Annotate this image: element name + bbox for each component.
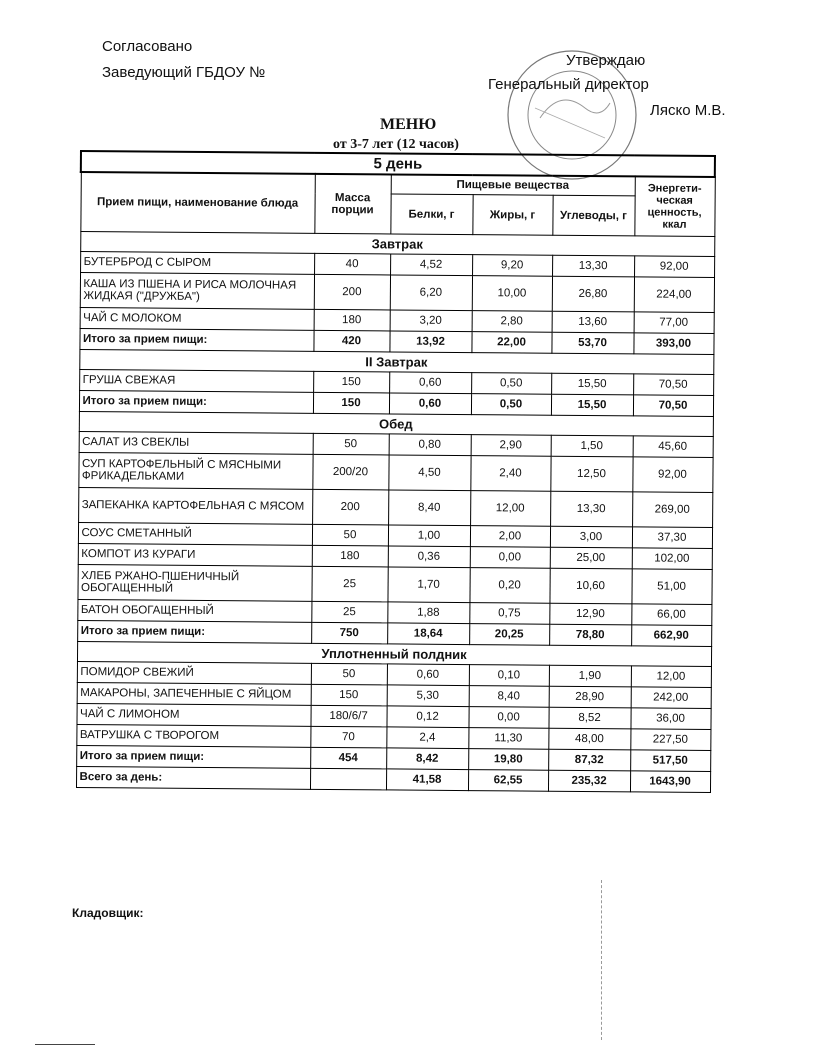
dish-mass: 25 (311, 601, 387, 623)
dish-energy: 227,50 (630, 729, 710, 751)
dish-energy: 92,00 (632, 457, 712, 493)
section-title: Уплотненный полдник (77, 641, 711, 666)
dish-name: СУП КАРТОФЕЛЬНЫЙ С МЯСНЫМИ ФРИКАДЕЛЬКАМИ (78, 452, 312, 489)
meal-total-protein: 13,92 (389, 331, 471, 353)
dish-protein: 0,36 (388, 546, 470, 568)
section-title: Завтрак (80, 232, 714, 257)
col-header-carbs: Углеводы, г (552, 195, 634, 236)
dish-energy: 36,00 (630, 708, 710, 730)
dish-mass: 25 (311, 566, 387, 602)
dish-carbs: 25,00 (550, 547, 632, 569)
dish-fat: 0,00 (468, 707, 548, 729)
meal-total-energy: 70,50 (633, 395, 713, 417)
dish-carbs: 12,90 (549, 603, 631, 625)
dish-name: ХЛЕБ РЖАНО-ПШЕНИЧНЫЙ ОБОГАЩЕННЫЙ (77, 564, 311, 601)
meal-total-protein: 8,42 (386, 748, 468, 770)
dish-carbs: 13,30 (550, 491, 632, 527)
approved-label: Согласовано (102, 38, 193, 55)
day-total-row (76, 766, 710, 792)
dish-protein: 0,60 (387, 664, 469, 686)
meal-total-energy: 517,50 (630, 750, 710, 772)
dish-name: МАКАРОНЫ, ЗАПЕЧЕННЫЕ С ЯЙЦОМ (77, 682, 311, 705)
day-label: 5 день (81, 151, 715, 177)
dish-mass: 200/20 (312, 454, 388, 490)
confirm-position: Генеральный директор (488, 76, 649, 93)
menu-row (78, 452, 712, 492)
dish-mass: 200 (312, 489, 388, 525)
menu-row (78, 487, 712, 527)
dish-protein: 6,20 (390, 275, 472, 311)
dish-protein: 3,20 (390, 310, 472, 332)
dish-protein: 1,88 (387, 602, 469, 624)
dish-carbs: 13,60 (552, 311, 634, 333)
confirm-signatory: Ляско М.В. (650, 102, 726, 119)
dish-mass: 180/6/7 (310, 705, 386, 727)
meal-total-mass: 454 (310, 747, 386, 769)
day-total-energy: 1643,90 (630, 771, 710, 793)
col-header-energy: Энергети-ческая ценность, ккал (634, 176, 714, 236)
dish-carbs: 8,52 (548, 707, 630, 729)
col-header-protein: Белки, г (390, 194, 472, 235)
dish-fat: 9,20 (472, 255, 552, 277)
dish-fat: 2,90 (471, 435, 551, 457)
meal-total-fat: 20,25 (469, 624, 549, 646)
dish-mass: 50 (313, 433, 389, 455)
menu-row (77, 564, 711, 604)
dish-energy: 224,00 (634, 277, 714, 313)
confirm-label: Утверждаю (566, 52, 646, 69)
dish-energy: 242,00 (631, 687, 711, 709)
dish-mass: 200 (314, 274, 390, 310)
dish-fat: 10,00 (472, 276, 552, 312)
dish-name: СОУС СМЕТАННЫЙ (78, 522, 312, 545)
dish-mass: 180 (314, 309, 390, 331)
col-header-nutrients: Пищевые вещества (391, 174, 635, 195)
day-total-fat: 62,55 (468, 770, 548, 792)
page-title: МЕНЮ (380, 116, 437, 133)
dish-carbs: 10,60 (549, 568, 631, 604)
dish-name: БАТОН ОБОГАЩЕННЫЙ (77, 599, 311, 622)
dish-fat: 11,30 (468, 728, 548, 750)
col-header-meal: Прием пищи, наименование блюда (80, 172, 314, 233)
dish-carbs: 1,90 (549, 665, 631, 687)
dish-mass: 150 (311, 684, 387, 706)
dish-protein: 1,70 (387, 567, 469, 603)
meal-total-fat: 0,50 (471, 394, 551, 416)
meal-total-carbs: 15,50 (551, 394, 633, 416)
meal-total-mass: 750 (311, 622, 387, 644)
meal-total-carbs: 87,32 (548, 749, 630, 771)
approved-by-head: Заведующий ГБДОУ № (102, 64, 266, 81)
dish-fat: 0,10 (469, 665, 549, 687)
dish-protein: 0,12 (386, 706, 468, 728)
dish-mass: 50 (311, 663, 387, 685)
day-total-label: Всего за день: (76, 766, 310, 789)
meal-total-label: Итого за прием пищи: (79, 329, 313, 352)
dish-energy: 51,00 (631, 569, 711, 605)
dish-carbs: 12,50 (550, 456, 632, 492)
dish-name: САЛАТ ИЗ СВЕКЛЫ (79, 431, 313, 454)
dish-name: ГРУША СВЕЖАЯ (79, 370, 313, 393)
section-title: Обед (79, 411, 713, 436)
dish-energy: 45,60 (633, 436, 713, 458)
day-total-protein: 41,58 (386, 769, 468, 791)
footer-line (35, 1044, 95, 1045)
meal-total-carbs: 78,80 (549, 624, 631, 646)
dish-fat: 0,20 (469, 568, 549, 604)
col-header-mass: Масса порции (314, 174, 390, 234)
dish-name: ВАТРУШКА С ТВОРОГОМ (76, 724, 310, 747)
dish-energy: 66,00 (631, 604, 711, 626)
dish-carbs: 26,80 (552, 276, 634, 312)
section-title: II Завтрак (79, 350, 713, 375)
meal-total-label: Итого за прием пищи: (79, 391, 313, 414)
dish-carbs: 48,00 (548, 728, 630, 750)
col-header-fat: Жиры, г (472, 195, 552, 236)
dish-protein: 4,50 (388, 455, 470, 491)
menu-body (76, 232, 714, 793)
dish-protein: 4,52 (390, 254, 472, 276)
dish-protein: 5,30 (387, 685, 469, 707)
dish-fat: 2,00 (470, 526, 550, 548)
dish-mass: 70 (310, 726, 386, 748)
dish-protein: 0,80 (389, 434, 471, 456)
dish-mass: 180 (312, 545, 388, 567)
dish-fat: 2,40 (470, 456, 550, 492)
dish-fat: 12,00 (470, 491, 550, 527)
meal-total-mass: 150 (313, 392, 389, 414)
dish-protein: 1,00 (388, 525, 470, 547)
dish-carbs: 1,50 (551, 435, 633, 457)
meal-total-protein: 18,64 (387, 623, 469, 645)
dish-mass: 50 (312, 524, 388, 546)
dish-fat: 0,00 (470, 547, 550, 569)
dish-energy: 37,30 (632, 527, 712, 549)
page-subtitle: от 3-7 лет (12 часов) (333, 137, 459, 152)
dish-protein: 0,60 (389, 372, 471, 394)
meal-total-label: Итого за прием пищи: (77, 620, 311, 643)
dish-fat: 0,50 (471, 373, 551, 395)
dish-name: КАША ИЗ ПШЕНА И РИСА МОЛОЧНАЯ ЖИДКАЯ ("ДРУЖБА") (80, 273, 314, 310)
dish-name: ПОМИДОР СВЕЖИЙ (77, 661, 311, 684)
dish-mass: 150 (313, 371, 389, 393)
dish-name: ЧАЙ С ЛИМОНОМ (76, 703, 310, 726)
dish-name: БУТЕРБРОД С СЫРОМ (80, 252, 314, 275)
dish-name: КОМПОТ ИЗ КУРАГИ (78, 543, 312, 566)
dish-energy: 92,00 (634, 256, 714, 278)
meal-total-label: Итого за прием пищи: (76, 745, 310, 768)
day-total-carbs: 235,32 (548, 770, 630, 792)
dish-energy: 102,00 (632, 548, 712, 570)
dish-carbs: 15,50 (551, 373, 633, 395)
dish-protein: 2,4 (386, 727, 468, 749)
meal-total-mass: 420 (313, 330, 389, 352)
dish-energy: 269,00 (632, 492, 712, 528)
dish-carbs: 13,30 (552, 255, 634, 277)
dish-name: ЗАПЕКАНКА КАРТОФЕЛЬНАЯ С МЯСОМ (78, 487, 312, 524)
meal-total-energy: 393,00 (633, 333, 713, 355)
dish-protein: 8,40 (388, 490, 470, 526)
day-total-mass (310, 768, 386, 790)
dish-energy: 77,00 (634, 312, 714, 334)
scan-line (601, 880, 602, 1040)
meal-total-carbs: 53,70 (551, 332, 633, 354)
meal-total-energy: 662,90 (631, 625, 711, 647)
meal-total-fat: 22,00 (471, 332, 551, 354)
dish-fat: 8,40 (469, 686, 549, 708)
storekeeper-label: Кладовщик: (72, 906, 144, 920)
menu-row (80, 273, 714, 313)
menu-table (75, 150, 716, 793)
dish-carbs: 28,90 (549, 686, 631, 708)
dish-name: ЧАЙ С МОЛОКОМ (80, 308, 314, 331)
dish-fat: 0,75 (469, 603, 549, 625)
dish-energy: 70,50 (633, 374, 713, 396)
meal-total-protein: 0,60 (389, 393, 471, 415)
dish-energy: 12,00 (631, 666, 711, 688)
dish-fat: 2,80 (472, 311, 552, 333)
dish-mass: 40 (314, 253, 390, 275)
meal-total-fat: 19,80 (468, 749, 548, 771)
dish-carbs: 3,00 (550, 526, 632, 548)
